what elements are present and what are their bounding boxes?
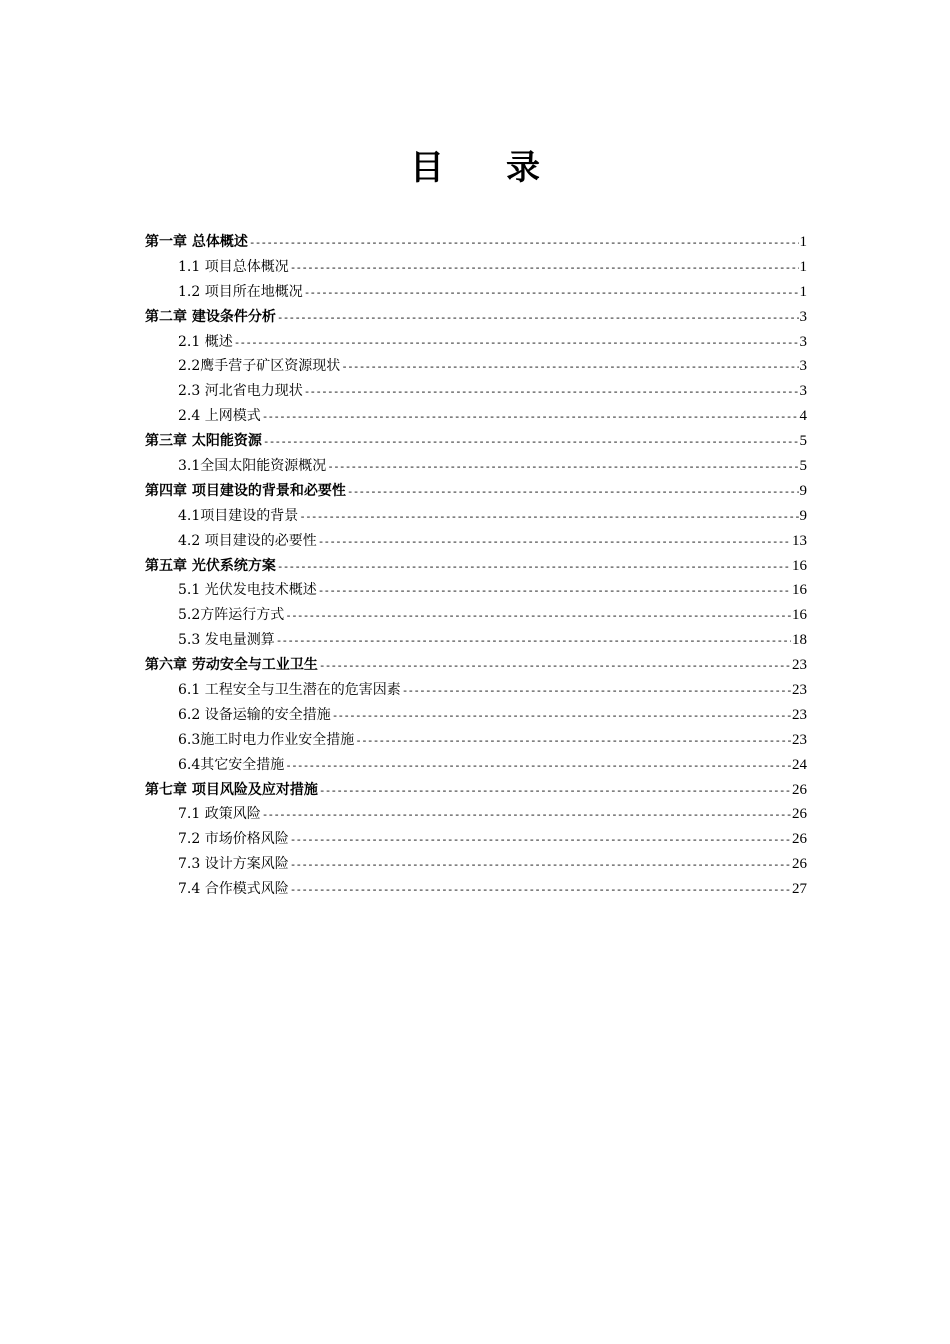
toc-dot-leader xyxy=(319,779,791,804)
toc-entry-label: 6.2 设备运输的安全措施 xyxy=(178,706,331,723)
toc-section-entry[interactable] xyxy=(145,628,807,653)
toc-dot-leader xyxy=(285,604,791,629)
toc-section-entry[interactable] xyxy=(145,354,807,379)
toc-entry-label: 2.2鹰手营子矿区资源现状 xyxy=(178,358,341,375)
toc-dot-leader xyxy=(299,505,798,530)
toc-section-entry[interactable] xyxy=(145,379,807,404)
toc-section-entry[interactable] xyxy=(145,255,807,280)
toc-dot-leader xyxy=(347,480,799,505)
toc-entry-label: 6.3施工时电力作业安全措施 xyxy=(178,731,355,748)
toc-section-entry[interactable] xyxy=(145,753,807,778)
page-title xyxy=(0,148,950,188)
toc-entry-label: 6.1 工程安全与卫生潜在的危害因素 xyxy=(178,682,401,699)
toc-entry-label: 1.1 项目总体概况 xyxy=(178,258,289,275)
toc-page-number: 26 xyxy=(792,781,807,798)
toc-page-number: 23 xyxy=(792,731,807,748)
toc-section-entry[interactable] xyxy=(145,330,807,355)
toc-entry-label: 第一章 总体概述 xyxy=(145,234,248,250)
toc-page-number: 1 xyxy=(799,283,807,300)
toc-page-number: 23 xyxy=(792,657,807,674)
toc-dot-leader xyxy=(262,803,791,828)
toc-page-number: 24 xyxy=(792,756,807,773)
toc-dot-leader xyxy=(327,455,798,480)
toc-dot-leader xyxy=(332,704,791,729)
toc-page-number: 26 xyxy=(792,806,807,823)
toc-section-entry[interactable] xyxy=(145,728,807,753)
toc-entry-label: 5.1 光伏发电技术概述 xyxy=(178,582,317,599)
toc-entry-label: 第六章 劳动安全与工业卫生 xyxy=(145,657,318,674)
toc-page-number: 4 xyxy=(799,408,807,425)
toc-page-number: 16 xyxy=(792,607,807,624)
toc-dot-leader xyxy=(355,729,791,754)
table-of-contents xyxy=(145,230,807,902)
toc-dot-leader xyxy=(285,754,791,779)
toc-entry-label: 第二章 建设条件分析 xyxy=(145,308,276,325)
toc-section-entry[interactable] xyxy=(145,404,807,429)
toc-chapter-entry[interactable] xyxy=(145,230,807,255)
toc-section-entry[interactable] xyxy=(145,703,807,728)
toc-entry-label: 7.4 合作模式风险 xyxy=(178,881,289,898)
toc-page-number: 26 xyxy=(792,856,807,873)
toc-dot-leader xyxy=(304,281,799,306)
toc-chapter-entry[interactable] xyxy=(145,429,807,454)
toc-page-number: 3 xyxy=(799,308,807,325)
toc-entry-label: 第四章 项目建设的背景和必要性 xyxy=(145,482,346,499)
toc-page-number: 27 xyxy=(792,881,807,898)
toc-section-entry[interactable] xyxy=(145,454,807,479)
toc-section-entry[interactable] xyxy=(145,529,807,554)
toc-entry-label: 2.3 河北省电力现状 xyxy=(178,383,303,400)
toc-dot-leader xyxy=(262,405,799,430)
toc-entry-label: 5.2方阵运行方式 xyxy=(178,607,285,624)
toc-dot-leader xyxy=(276,629,791,654)
toc-page-number: 16 xyxy=(792,557,807,574)
toc-chapter-entry[interactable] xyxy=(145,305,807,330)
toc-entry-label: 2.1 概述 xyxy=(178,333,233,350)
toc-section-entry[interactable] xyxy=(145,802,807,827)
toc-dot-leader xyxy=(290,256,799,281)
toc-page-number: 3 xyxy=(799,383,807,400)
toc-entry-label: 7.3 设计方案风险 xyxy=(178,856,289,873)
title-char-1: 目 xyxy=(410,148,444,188)
toc-entry-label: 3.1全国太阳能资源概况 xyxy=(178,458,327,475)
toc-dot-leader xyxy=(319,654,791,679)
toc-section-entry[interactable] xyxy=(145,578,807,603)
toc-entry-label: 7.1 政策风险 xyxy=(178,806,261,823)
toc-chapter-entry[interactable] xyxy=(145,554,807,579)
toc-page-number: 1 xyxy=(799,258,807,275)
toc-entry-label: 第三章 太阳能资源 xyxy=(145,433,262,450)
toc-dot-leader xyxy=(277,306,799,331)
toc-section-entry[interactable] xyxy=(145,504,807,529)
toc-page-number: 23 xyxy=(792,706,807,723)
toc-dot-leader xyxy=(304,380,799,405)
toc-dot-leader xyxy=(234,331,799,356)
toc-dot-leader xyxy=(290,828,791,853)
toc-section-entry[interactable] xyxy=(145,877,807,902)
toc-page-number: 5 xyxy=(799,433,807,450)
toc-entry-label: 第五章 光伏系统方案 xyxy=(145,557,276,574)
toc-chapter-entry[interactable] xyxy=(145,479,807,504)
toc-page-number: 9 xyxy=(799,507,807,524)
toc-entry-label: 2.4 上网模式 xyxy=(178,408,261,425)
toc-section-entry[interactable] xyxy=(145,280,807,305)
toc-page-number: 1 xyxy=(799,234,807,250)
toc-entry-label: 4.2 项目建设的必要性 xyxy=(178,532,317,549)
toc-page-number: 9 xyxy=(799,482,807,499)
toc-section-entry[interactable] xyxy=(145,678,807,703)
toc-entry-label: 第七章 项目风险及应对措施 xyxy=(145,781,318,798)
toc-dot-leader xyxy=(290,878,791,903)
toc-entry-label: 1.2 项目所在地概况 xyxy=(178,283,303,300)
toc-dot-leader xyxy=(318,579,791,604)
toc-chapter-entry[interactable] xyxy=(145,653,807,678)
toc-page-number: 16 xyxy=(792,582,807,599)
toc-dot-leader xyxy=(290,853,791,878)
toc-section-entry[interactable] xyxy=(145,852,807,877)
toc-entry-label: 6.4其它安全措施 xyxy=(178,756,285,773)
toc-page-number: 13 xyxy=(792,532,807,549)
toc-dot-leader xyxy=(277,555,791,580)
toc-section-entry[interactable] xyxy=(145,827,807,852)
toc-dot-leader xyxy=(402,679,791,704)
toc-entry-label: 5.3 发电量测算 xyxy=(178,632,275,649)
title-char-2: 录 xyxy=(506,148,540,188)
toc-section-entry[interactable] xyxy=(145,603,807,628)
toc-dot-leader xyxy=(249,231,799,256)
toc-entry-label: 4.1项目建设的背景 xyxy=(178,507,299,524)
toc-page-number: 3 xyxy=(799,358,807,375)
toc-page-number: 5 xyxy=(799,458,807,475)
toc-dot-leader xyxy=(341,355,798,380)
toc-entry-label: 7.2 市场价格风险 xyxy=(178,831,289,848)
toc-dot-leader xyxy=(263,430,799,455)
toc-dot-leader xyxy=(318,530,791,555)
toc-page-number: 23 xyxy=(792,682,807,699)
toc-page-number: 18 xyxy=(792,632,807,649)
toc-page-number: 3 xyxy=(799,333,807,350)
toc-chapter-entry[interactable] xyxy=(145,778,807,803)
toc-page-number: 26 xyxy=(792,831,807,848)
